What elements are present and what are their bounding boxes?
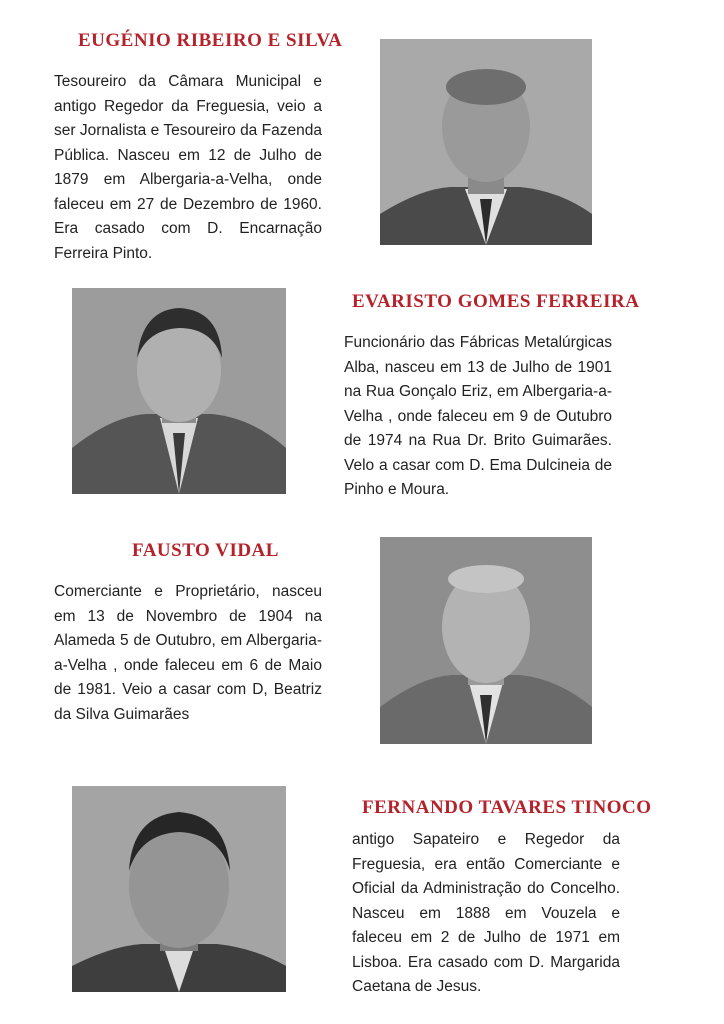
portrait-photo-evaristo — [72, 288, 286, 494]
portrait-photo-fernando — [72, 786, 286, 992]
person-name-fernando: FERNANDO TAVARES TINOCO — [362, 797, 652, 818]
portrait-photo-eugenio — [380, 39, 592, 245]
person-bio-evaristo: Funcionário das Fábricas Metalúrgicas Alba, nasceu em 13 de Julho de 1901 na Rua Gonçalo Eriz, em Albergaria-a-Velha , onde faleceu em 9 de Outubro de 1974 na Rua Dr. Brito Guimarães. Velo a casar com D. Ema Dulcineia de Pinho e Moura. — [344, 334, 612, 498]
person-bio-fausto: Comerciante e Proprietário, nasceu em 13 de Novembro de 1904 na Alameda 5 de Outubro, em Albergaria-a-Velha , onde faleceu em 6 de Maio de 1981. Veio a casar com D, Beatriz da Silva Guimarães — [54, 583, 322, 723]
person-name-evaristo: EVARISTO GOMES FERREIRA — [352, 291, 640, 312]
portrait-photo-fausto — [380, 537, 592, 744]
person-bio-eugenio: Tesoureiro da Câmara Municipal e antigo Regedor da Freguesia, veio a ser Jornalista e Tesoureiro da Fazenda Pública. Nasceu em 12 de Julho de 1879 em Albergaria-a-Velha, onde faleceu em 27 de Dezembro de 1960. Era casado com D. Encarnação Ferreira Pinto. — [54, 73, 322, 262]
person-name-eugenio: EUGÉNIO RIBEIRO E SILVA — [78, 30, 343, 51]
person-bio-fernando: antigo Sapateiro e Regedor da Freguesia, era então Comerciante e Oficial da Administração do Concelho. Nasceu em 1888 em Vouzela e faleceu em 2 de Julho de 1971 em Lisboa. Era casado com D. Margarida Caetana de Jesus. — [352, 831, 620, 995]
person-name-fausto: FAUSTO VIDAL — [132, 540, 279, 561]
